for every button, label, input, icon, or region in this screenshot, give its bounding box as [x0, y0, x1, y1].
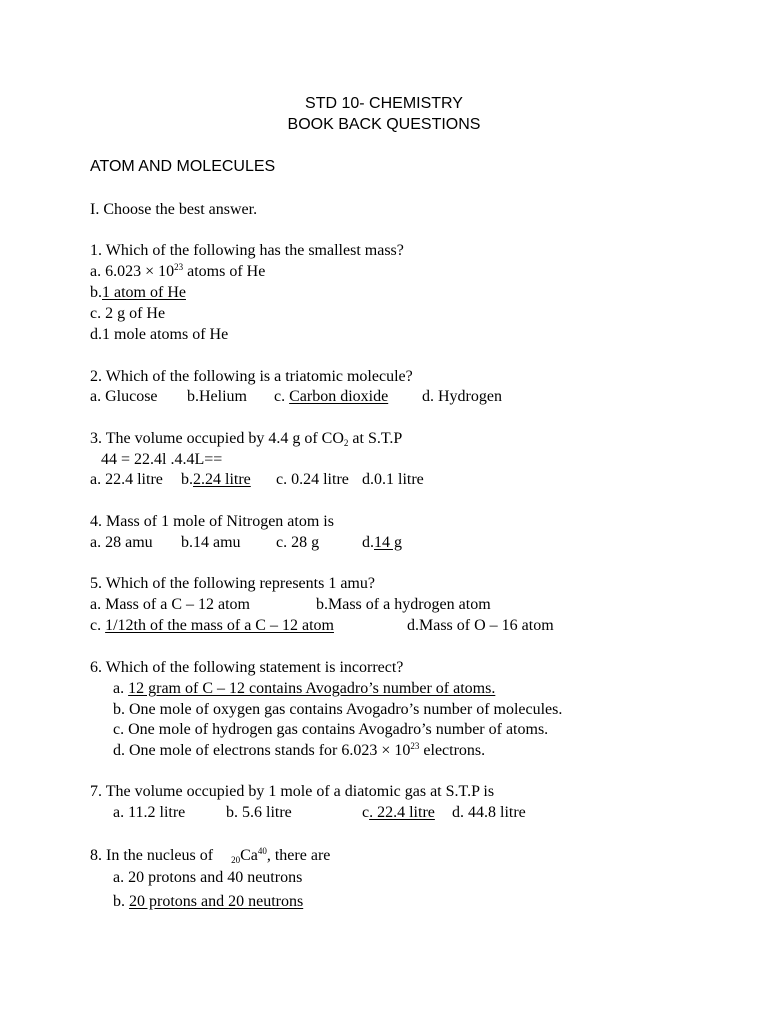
q4-options: [0, 533, 768, 553]
q1-option-d: d.1 mole atoms of He: [90, 326, 229, 343]
q5-option-a: a. Mass of a C – 12 atom: [90, 596, 250, 613]
q3-option-b: b.2.24 litre: [181, 471, 251, 488]
q5-option-d: d.Mass of O – 16 atom: [407, 617, 554, 634]
q5-option-c: c. 1/12th of the mass of a C – 12 atom: [90, 617, 334, 634]
q2-option-c: c. Carbon dioxide: [274, 388, 389, 405]
q8-option-a: a. 20 protons and 40 neutrons: [113, 869, 303, 886]
q7-option-b: b. 5.6 litre: [226, 804, 292, 821]
q3-working: 44 = 22.4l .4.4L==: [101, 451, 223, 468]
q2-options: [0, 387, 768, 407]
instruction: I. Choose the best answer.: [90, 201, 258, 218]
q3-question: 3. The volume occupied by 4.4 g of $CO_2$ at S.T.P: [90, 430, 403, 448]
q2-question: 2. Which of the following is a triatomic molecule?: [90, 368, 413, 385]
q4-option-d: d.14 g: [362, 534, 402, 551]
q7-answer: . 22.4 litre: [369, 804, 435, 821]
q6-answer: 12 gram of C – 12 contains Avogadro’s number of atoms.: [128, 680, 496, 697]
q5-option-b: b.Mass of a hydrogen atom: [316, 596, 491, 613]
q1-option-a: a. $6.023 \times 10^{23}$ atoms of He: [90, 262, 266, 280]
q3-answer: 2.24 litre: [193, 471, 251, 488]
q5-options-row2: [0, 616, 768, 636]
q1-answer: 1 atom of He: [102, 284, 186, 301]
q3-option-a: a. 22.4 litre: [90, 471, 163, 488]
q7-option-d: d. 44.8 litre: [452, 804, 526, 821]
q3-options: [0, 470, 768, 490]
section-title: ATOM AND MOLECULES: [90, 158, 276, 175]
q6-question: 6. Which of the following statement is incorrect?: [90, 659, 404, 676]
q2-option-a: a. Glucose: [90, 388, 158, 405]
q1-option-b: b.1 atom of He: [90, 284, 186, 301]
q4-option-c: c. 28 g: [276, 534, 320, 551]
q8-mass-number: 40: [257, 846, 267, 856]
q6-option-b: b. One mole of oxygen gas contains Avogadro’s number of molecules.: [113, 701, 563, 718]
q4-question: 4. Mass of 1 mole of Nitrogen atom is: [90, 513, 334, 530]
q3-option-d: d.0.1 litre: [362, 471, 424, 488]
q8-question: 8. In the nucleus of $_{20}Ca^{40}$, there are: [90, 846, 331, 865]
q6-option-a: a. 12 gram of C – 12 contains Avogadro’s number of atoms.: [113, 680, 496, 697]
q2-answer: Carbon dioxide: [289, 388, 389, 405]
q2-option-b: b.Helium: [187, 388, 247, 405]
q8-option-b: b. 20 protons and 20 neutrons: [113, 893, 304, 910]
q5-question: 5. Which of the following represents 1 amu?: [90, 575, 375, 592]
q8-answer: 20 protons and 20 neutrons: [129, 893, 304, 910]
q4-option-b: b.14 amu: [181, 534, 241, 551]
q4-answer: 14 g: [374, 534, 402, 551]
q3-option-c: c. 0.24 litre: [276, 471, 349, 488]
q6-option-d: d. One mole of electrons stands for $6.023 \times 10^{23}$ electrons.: [113, 741, 486, 759]
q7-options: [0, 803, 768, 823]
doc-title: STD 10- CHEMISTRY: [305, 95, 463, 112]
q5-options-row1: [0, 595, 768, 615]
q8-atomic-number: 20: [231, 855, 241, 865]
q2-option-d: d. Hydrogen: [422, 388, 502, 405]
q5-answer: 1/12th of the mass of a C – 12 atom: [105, 617, 334, 634]
q4-option-a: a. 28 amu: [90, 534, 153, 551]
q1-question: 1. Which of the following has the smallest mass?: [90, 242, 404, 259]
q7-question: 7. The volume occupied by 1 mole of a diatomic gas at S.T.P is: [90, 783, 495, 800]
q7-option-a: a. 11.2 litre: [113, 804, 186, 821]
q6-option-c: c. One mole of hydrogen gas contains Avogadro’s number of atoms.: [113, 721, 549, 738]
q8-element-symbol: Ca: [240, 847, 258, 864]
q7-option-c: c. 22.4 litre: [362, 804, 435, 821]
q1-option-c: c. 2 g of He: [90, 305, 166, 322]
doc-subtitle: BOOK BACK QUESTIONS: [287, 116, 481, 133]
